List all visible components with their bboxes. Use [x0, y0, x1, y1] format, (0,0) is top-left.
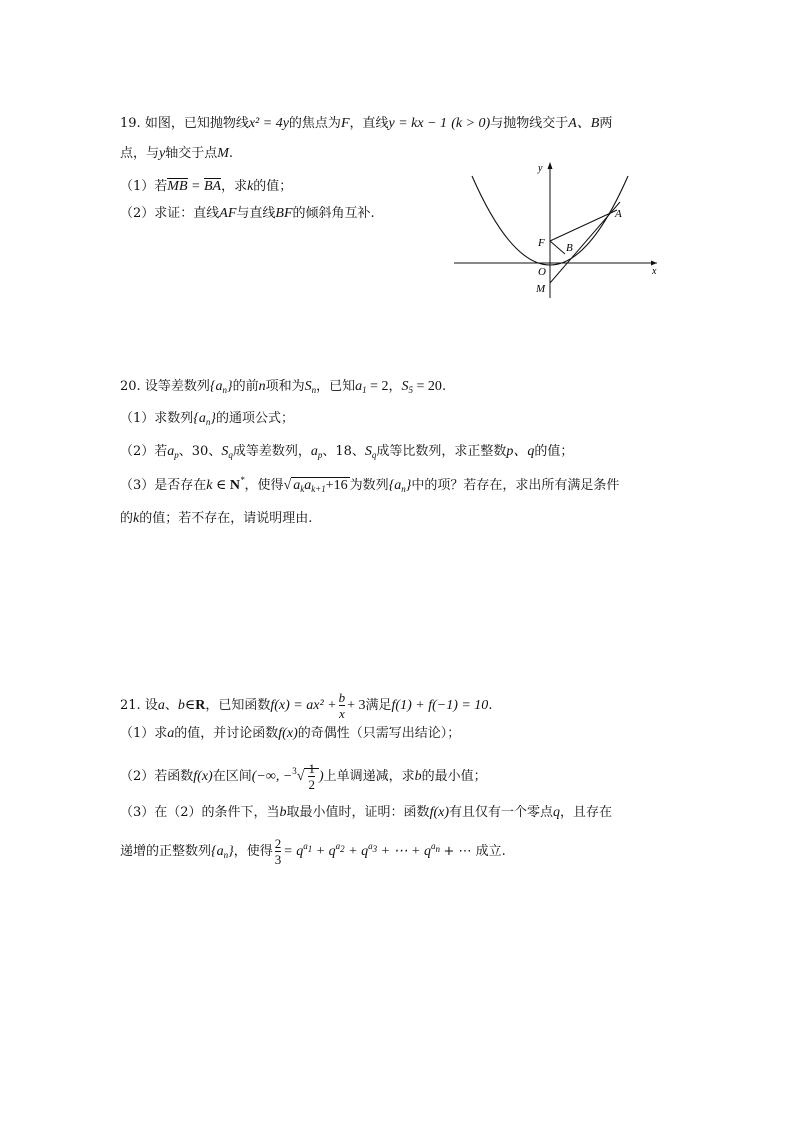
- y-axis-arrow: [548, 162, 553, 169]
- q20-stem: 20. 设等差数列$\{a_n\}$的前n项和为$S_n$，已知$a_1 = 2$，$S_5 = 20$.: [120, 379, 447, 395]
- q20-part-3-line-1: （3）是否存在k ∈ N*，使得√ $a_ka_{k+1}+16$ 为数列$\{a_n\}$中的项？若存在，求出所有满足条件: [120, 475, 620, 494]
- q19-part-1: （1）若MB = BA，求k的值；: [120, 179, 293, 194]
- q19-stem-line-1: 19. 如图，已知抛物线x² = 4y的焦点为F，直线y = kx − 1 (k > 0)与抛物线交于A、B两: [120, 116, 613, 131]
- q21-part-1: （1）求a的值，并讨论函数f(x)的奇偶性（只需写出结论）；: [120, 726, 461, 741]
- label-A: A: [615, 208, 622, 220]
- secant-line: [550, 202, 620, 283]
- q20-part-2: （2）若$a_p$、30、$S_q$成等差数列，$a_p$、18、$S_q$成等比数列，求正整数p、q的值；: [120, 444, 574, 460]
- label-y: y: [538, 163, 543, 174]
- label-x: x: [652, 266, 657, 277]
- label-M: M: [536, 283, 546, 295]
- label-F: F: [538, 237, 545, 249]
- q20-part-3-line-2: 的k的值；若不存在，请说明理由.: [120, 511, 313, 526]
- q20-part-1: （1）求数列$\{a_n\}$的通项公式；: [120, 411, 295, 427]
- label-O: O: [538, 266, 546, 278]
- parabola-figure: [452, 158, 662, 303]
- q21-stem: 21. 设a、b∈R，已知函数f(x) = ax² + $\frac{b}{x}$ + 3满足f(1) + f(−1) = 10.: [120, 690, 493, 721]
- x-axis-arrow: [651, 261, 657, 266]
- q21-part-3-line-2: 递增的正整数列$\{a_n\}$，使得 $\frac{2}{3}$ = $q^{a_1} + q^{a_2} + q^{a_3}$ + ⋯ + $q^{a_n}$ + ⋯ 成立.: [120, 836, 506, 867]
- segment-FB: [550, 241, 565, 254]
- segment-FA: [550, 210, 617, 241]
- q19-part-2: （2）求证：直线AF与直线BF的倾斜角互补.: [120, 206, 375, 221]
- q21-part-2: （2）若函数f(x)在区间(−∞, −$^3$√ $\frac{1}{2}$ )上单调递减，求b的最小值；: [120, 761, 487, 792]
- q21-part-3-line-1: （3）在（2）的条件下，当b取最小值时，证明：函数f(x)有且仅有一个零点q，且存在: [120, 805, 613, 820]
- label-B: B: [566, 242, 573, 254]
- q19-stem-line-2: 点，与y轴交于点M.: [120, 146, 234, 161]
